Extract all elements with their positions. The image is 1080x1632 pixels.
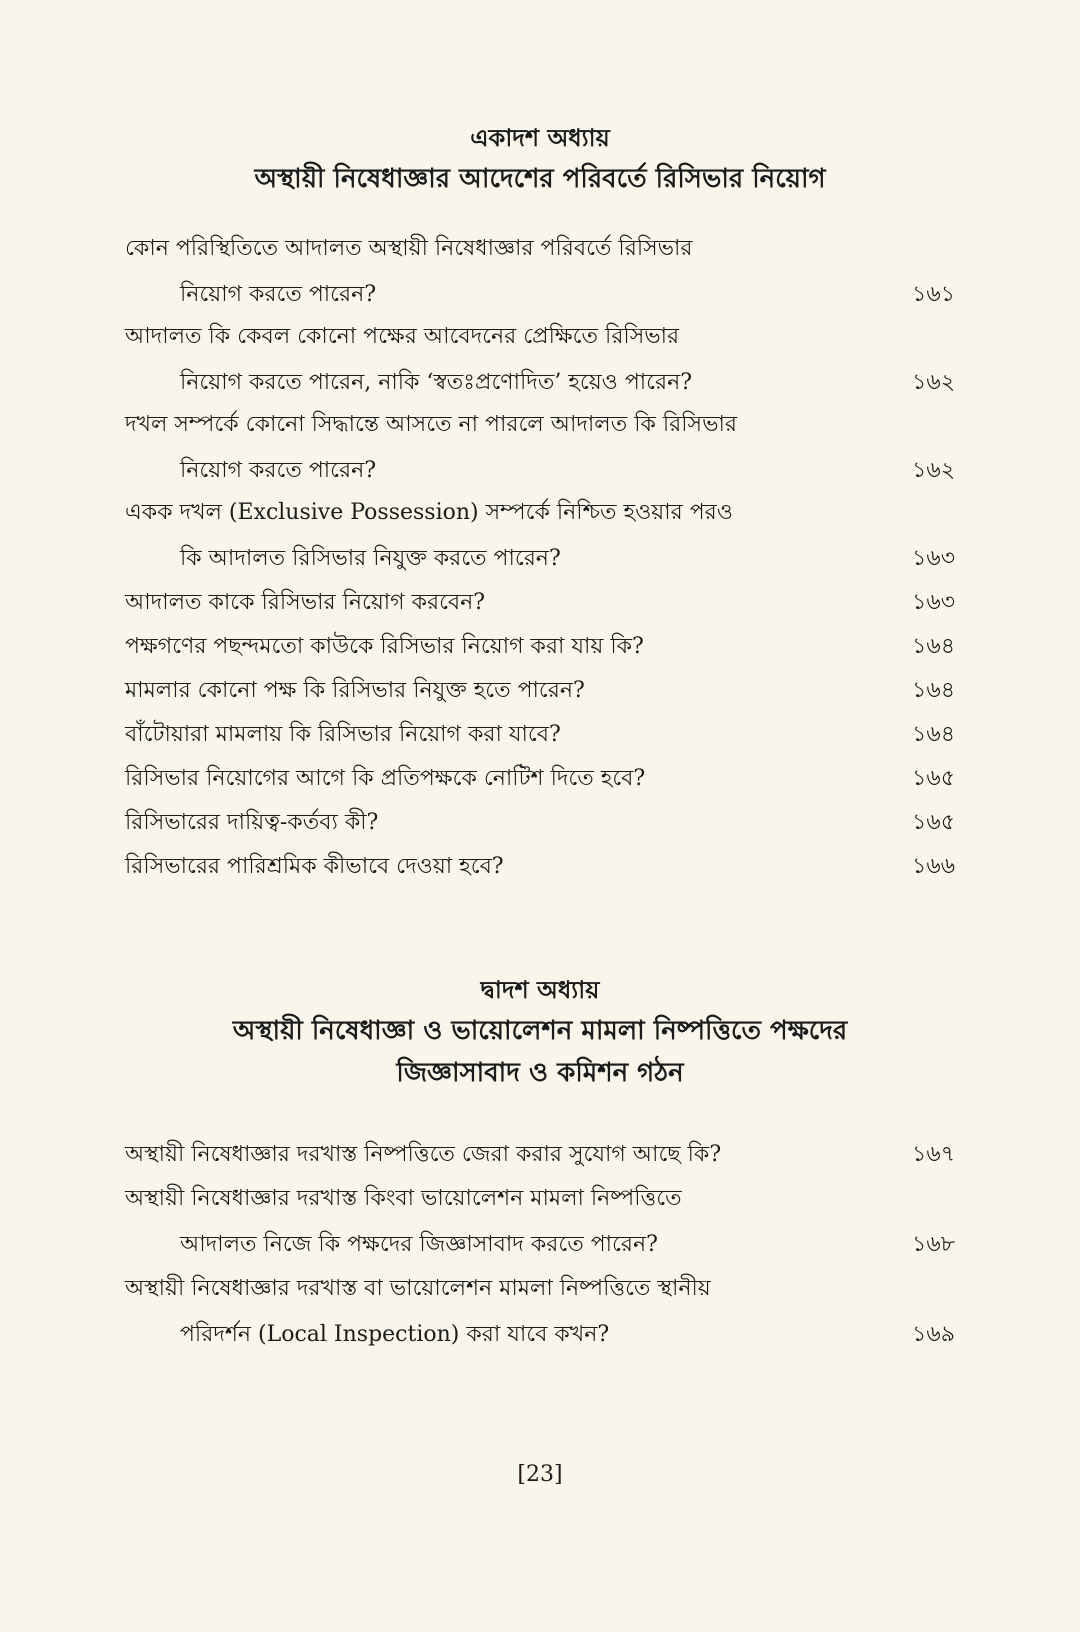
toc-entry-line1: বাঁটোয়ারা মামলায় কি রিসিভার নিয়োগ করা যাবে?	[125, 722, 561, 747]
toc-entry	[125, 668, 857, 714]
toc-entry-line1: রিসিভারের পারিশ্রমিক কীভাবে দেওয়া হবে?	[125, 854, 504, 879]
toc-entry	[125, 624, 857, 670]
toc-entry	[125, 712, 857, 758]
toc-entry-line1: রিসিভারের দায়িত্ব-কর্তব্য কী?	[125, 810, 379, 835]
toc-page-number: ১৬৮	[912, 1232, 955, 1257]
toc-page-number: ১৬২	[912, 458, 955, 483]
toc-page-number: ১৬৪	[912, 634, 955, 659]
toc-page-number: ১৬৫	[912, 766, 955, 791]
toc-entry-line1: অস্থায়ী নিষেধাজ্ঞার দরখাস্ত নিষ্পত্তিতে জেরা করার সুযোগ আছে কি?	[125, 1142, 722, 1167]
toc-entry	[125, 1266, 857, 1358]
toc-page-number: ১৬৭	[912, 1142, 955, 1167]
toc-page-number: ১৬৫	[912, 810, 955, 835]
toc-entry-line1: পক্ষগণের পছন্দমতো কাউকে রিসিভার নিয়োগ করা যায় কি?	[125, 634, 644, 659]
toc-page-number: ১৬৩	[912, 546, 955, 571]
toc-entry	[125, 1132, 857, 1178]
toc-entry-line1: একক দখল (Exclusive Possession) সম্পর্কে নিশ্চিত হওয়ার পরও	[125, 500, 733, 525]
chapter-12-label: দ্বাদশ অধ্যায়	[480, 975, 600, 1004]
toc-entry-line1: আদালত কাকে রিসিভার নিয়োগ করবেন?	[125, 590, 486, 615]
chapter-11-label: একাদশ অধ্যায়	[470, 123, 610, 152]
toc-page-number: ১৬২	[912, 370, 955, 395]
page-number-footer: [23]	[517, 1462, 563, 1487]
toc-entry-line2: পরিদর্শন (Local Inspection) করা যাবে কখন?	[180, 1322, 610, 1347]
toc-page-number: ১৬১	[912, 282, 955, 307]
toc-entry	[125, 402, 857, 494]
toc-entry-line2: আদালত নিজে কি পক্ষদের জিজ্ঞাসাবাদ করতে পারেন?	[180, 1232, 658, 1257]
toc-entry	[125, 580, 857, 626]
toc-entry-line1: অস্থায়ী নিষেধাজ্ঞার দরখাস্ত বা ভায়োলেশন মামলা নিষ্পত্তিতে স্থানীয়	[125, 1276, 711, 1301]
toc-entry-line2: কি আদালত রিসিভার নিযুক্ত করতে পারেন?	[180, 546, 561, 571]
toc-page-number: ১৬৪	[912, 722, 955, 747]
toc-entry	[125, 314, 857, 406]
toc-page-number: ১৬৯	[912, 1322, 955, 1347]
toc-page-number: ১৬৩	[912, 590, 955, 615]
chapter-11-title: অস্থায়ী নিষেধাজ্ঞার আদেশের পরিবর্তে রিসিভার নিয়োগ	[254, 164, 826, 194]
toc-page-number: ১৬৬	[912, 854, 955, 879]
toc-entry	[125, 226, 857, 318]
chapter-12-title-line2: জিজ্ঞাসাবাদ ও কমিশন গঠন	[396, 1058, 684, 1088]
toc-entry-line1: আদালত কি কেবল কোনো পক্ষের আবেদনের প্রেক্ষিতে রিসিভার	[125, 324, 680, 349]
toc-entry-line2: নিয়োগ করতে পারেন?	[180, 282, 377, 307]
toc-entry	[125, 1176, 857, 1268]
toc-entry-line2: নিয়োগ করতে পারেন?	[180, 458, 377, 483]
toc-entry-line1: কোন পরিস্থিতিতে আদালত অস্থায়ী নিষেধাজ্ঞার পরিবর্তে রিসিভার	[125, 236, 693, 261]
toc-entry-line1: মামলার কোনো পক্ষ কি রিসিভার নিযুক্ত হতে পারেন?	[125, 678, 585, 703]
toc-entry	[125, 800, 857, 846]
toc-entry	[125, 756, 857, 802]
chapter-12-title-line1: অস্থায়ী নিষেধাজ্ঞা ও ভায়োলেশন মামলা নিষ্পত্তিতে পক্ষদের	[232, 1016, 848, 1046]
toc-entry	[125, 490, 857, 582]
toc-entry-line1: দখল সম্পর্কে কোনো সিদ্ধান্তে আসতে না পারলে আদালত কি রিসিভার	[125, 412, 737, 437]
toc-entry	[125, 844, 857, 890]
toc-page-number: ১৬৪	[912, 678, 955, 703]
toc-entry-line1: অস্থায়ী নিষেধাজ্ঞার দরখাস্ত কিংবা ভায়োলেশন মামলা নিষ্পত্তিতে	[125, 1186, 682, 1211]
toc-entry-line2: নিয়োগ করতে পারেন, নাকি ‘স্বতঃপ্রণোদিত’ হয়েও পারেন?	[180, 370, 693, 395]
toc-entry-line1: রিসিভার নিয়োগের আগে কি প্রতিপক্ষকে নোটিশ দিতে হবে?	[125, 766, 646, 791]
